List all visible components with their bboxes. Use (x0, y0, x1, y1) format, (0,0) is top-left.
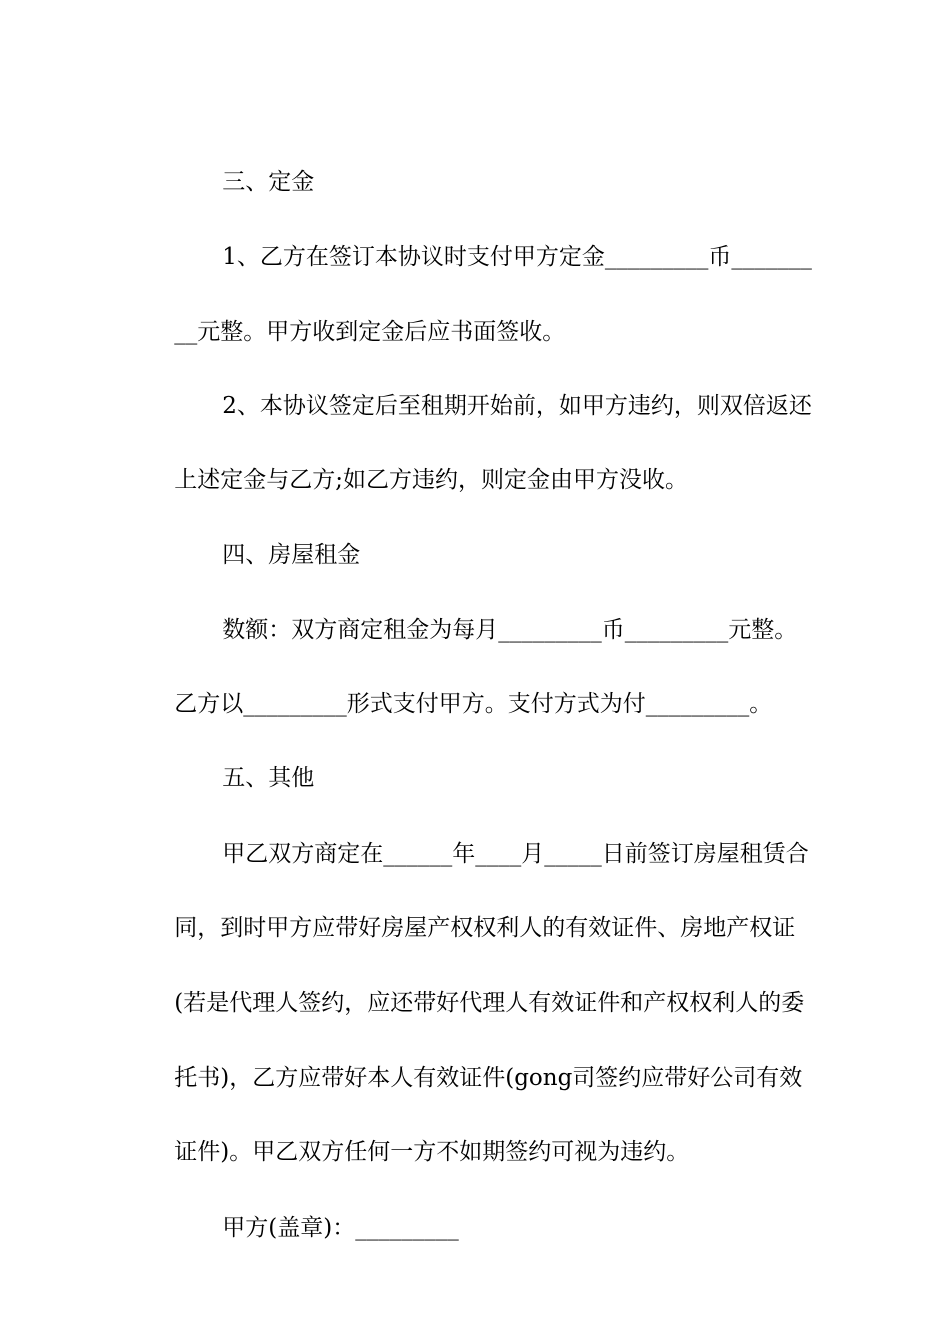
paragraph-text: 2、本协议签定后至租期开始前，如甲方违约，则双倍返还 (222, 393, 812, 419)
paragraph-text: 托书)，乙方应带好本人有效证件(gong司签约应带好公司有效 (174, 1065, 803, 1091)
signature-label: 甲方(盖章)：_________ (222, 1215, 459, 1241)
signature-line-party-a (0, 1183, 950, 1273)
paragraph-text: 证件)。甲乙双方任何一方不如期签约可视为违约。 (174, 1139, 690, 1165)
paragraph-text: (若是代理人签约，应还带好代理人有效证件和产权权利人的委 (174, 990, 805, 1016)
paragraph-text: 数额：双方商定租金为每月_________币_________元整。 (222, 617, 798, 643)
paragraph-text: 上述定金与乙方;如乙方违约，则定金由甲方没收。 (174, 467, 688, 493)
section-heading-text: 三、定金 (222, 169, 315, 195)
paragraph-text: 甲乙双方商定在______年____月_____日前签订房屋租赁合 (222, 841, 809, 867)
paragraph-text: 乙方以_________形式支付甲方。支付方式为付_________。 (174, 691, 773, 717)
paragraph-text: 同，到时甲方应带好房屋产权权利人的有效证件、房地产权证 (174, 915, 796, 941)
paragraph-text: 1、乙方在签订本协议时支付甲方定金_________币_______ (222, 244, 812, 270)
section-heading-text: 四、房屋租金 (222, 542, 361, 568)
paragraph-text: __元整。甲方收到定金后应书面签收。 (174, 319, 566, 345)
section-heading-text: 五、其他 (222, 765, 315, 791)
